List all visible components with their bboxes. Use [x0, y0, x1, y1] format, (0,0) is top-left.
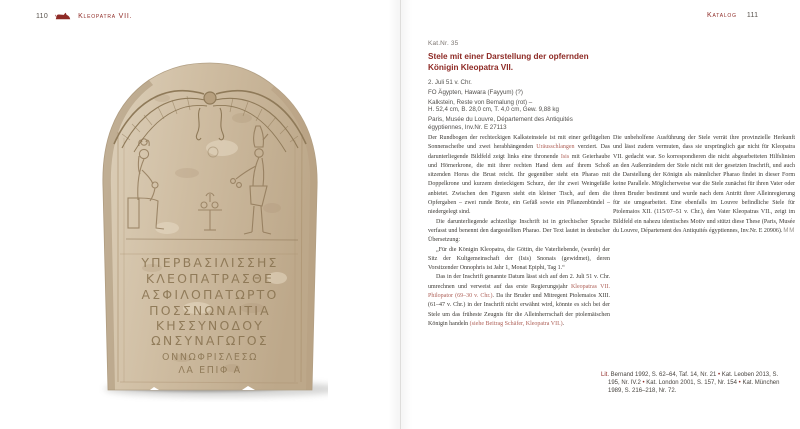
meta-line: égyptiennes, Inv.Nr. E 27113 — [428, 123, 507, 131]
chapter-label: Kleopatra VII. — [78, 12, 133, 20]
stele-photo — [92, 58, 328, 402]
inscription-line: ΛΑ ΕΠΙΦ Α — [178, 365, 242, 376]
literature-footnote: Lit. Bernand 1992, S. 62–64, Taf. 14, Nr. 21 • Kat. Leoben 2013, S. 195, Nr. IV.2 • Kat. London 2001, S. 157, Nr. 154 • Kat. München 1989, S. 216–218, Nr. 72. — [601, 372, 780, 394]
page-number-right: 111 — [746, 12, 759, 19]
author-initials: MM — [783, 227, 795, 234]
meta-line: Paris, Musée du Louvre, Département des Antiquités — [428, 116, 573, 124]
inscription-line: ΩΝΣΥΝΑΓΩΓΟΣ — [151, 333, 269, 348]
section-label: Katalog — [707, 12, 737, 19]
object-metadata — [428, 79, 603, 134]
left-page-header — [36, 12, 132, 20]
right-page — [400, 0, 800, 429]
meta-line: FO Ägypten, Hawara (Fayyum) (?) — [428, 89, 523, 96]
paragraph — [613, 134, 795, 236]
object-title: Stele mit einer Darstellung der opfernden Königin Kleopatra VII. — [428, 52, 589, 72]
meta-findspot — [428, 89, 603, 96]
inscription-line: ΟΝΝΩΦΡΙΣΛΕΣΩ — [162, 352, 258, 363]
catalog-number: Kat.Nr. 35 — [428, 40, 459, 47]
inscription-line: ΚΗΣΣΥΝΟΔΟΥ — [155, 318, 265, 333]
paragraph: Die darunterliegende achtzeilige Inschrift ist in griechischer Sprache verfasst und benennt den dargestellten Pharao. Der Text lautet in deutscher Übersetzung: — [428, 218, 610, 244]
inscription-line: ΚΛΕΟΠΑΤΡΑΣΘΕ — [145, 271, 275, 286]
meta-date — [428, 79, 603, 86]
right-page-header — [707, 12, 758, 19]
text-column-right — [613, 134, 795, 236]
meta-line: 2. Juli 51 v. Chr. — [428, 79, 472, 86]
paragraph: „Für die Königin Kleopatra, die Göttin, die Vaterliebende, (wurde) der Sitz der Kultgemeinschaft der (Isis) Snonais (gewidmet), deren Vorsitzender Onnophris ist Jahr 1, Monat Epiphi, Tag 1.“ — [428, 246, 610, 272]
sphinx-icon — [55, 12, 71, 20]
paragraph: Der Rundbogen der rechteckigen Kalksteinstele ist mit einer geflügelten Sonnenscheibe und zwei herabhängenden Uräusschlangen verziert. Das darunterliegende Bildfeld zeigt links eine thronende Isis mit Geierhaube und Hörnerkrone, die mit ihrer rechten Hand dem auf ihrem Schoß sitzenden Horus die Brust reicht. Ihr gegenüber steht ein Pharao mit Doppelkrone und kurzem dreieckigem Schurz, der ihr zwei Weingefäße anbietet. Zwischen den Figuren steht ein kleiner Tisch, auf dem die Opfergaben – zwei runde Brote, ein Gefäß sowie ein Pflanzenbündel – niedergelegt sind. — [428, 135, 610, 216]
meta-museum — [428, 116, 603, 131]
meta-line: Kalkstein, Reste von Bemalung (rot) – — [428, 99, 533, 106]
stele-inscription — [140, 255, 278, 376]
inscription-line: ΑΣΦΙΛΟΠΑΤΩΡΤΟ — [141, 287, 279, 302]
text-column-left — [428, 134, 610, 329]
meta-material — [428, 99, 603, 114]
inscription-line: ΥΠΕΡΒΑΣΙΛΙΣΣΗΣ — [141, 255, 279, 270]
page-number-left: 110 — [36, 12, 49, 20]
inscription-line: ΠΟΣΣΝΩΝΑΙΤΙΑ — [149, 303, 271, 318]
meta-line: H. 52,4 cm, B. 28,0 cm, T. 4,0 cm, Gew. 9,88 kg — [428, 106, 559, 114]
paragraph-text: Die unbeholfene Ausführung der Stele verrät ihre provinzielle Herkunft und lässt zudem vermuten, dass sie ursprünglich gar nicht für Kleopatra VII. gedacht war. So korrespondieren die nicht abgearbeiteten Hilfslinien an den Außenrändern der Stele nicht mit der gesetzten Inschrift, und auch die Darstellung der Königin als männlicher Pharao findet in dieser Form keine Parallele. Möglicherweise war die Stele zunächst für ihren Vater oder ihren Bruder bestimmt und wurde nach dem Antritt ihrer Alleinregierung für sie umgearbeitet. Eine ebenfalls im Louvre befindliche Stele für Ptolemaios XII. (115/07–51 v. Chr.), den Vater Kleopatras VII., zeigt im Bildfeld ein nahezu identisches Motiv und stützt diese These (Paris, Musée du Louvre, Département des Antiquités égyptiennes, Inv.Nr. E 20906). — [613, 135, 795, 234]
paragraph: Das in der Inschrift genannte Datum lässt sich auf den 2. Juli 51 v. Chr. umrechnen und verweist auf das erste Regierungsjahr Kleopatras VII. Philopator (69–30 v. Chr.). Da ihr Bruder und Mitregent Ptolemaios XIII. (61–47 v. Chr.) in der Inschrift nicht erwähnt wird, könnte es sich bei der Stele um das früheste Zeugnis für die Alleinherrschaft der ptolemäischen Königin handeln (siehe Beitrag Schäfer, Kleopatra VII.). — [428, 274, 610, 327]
